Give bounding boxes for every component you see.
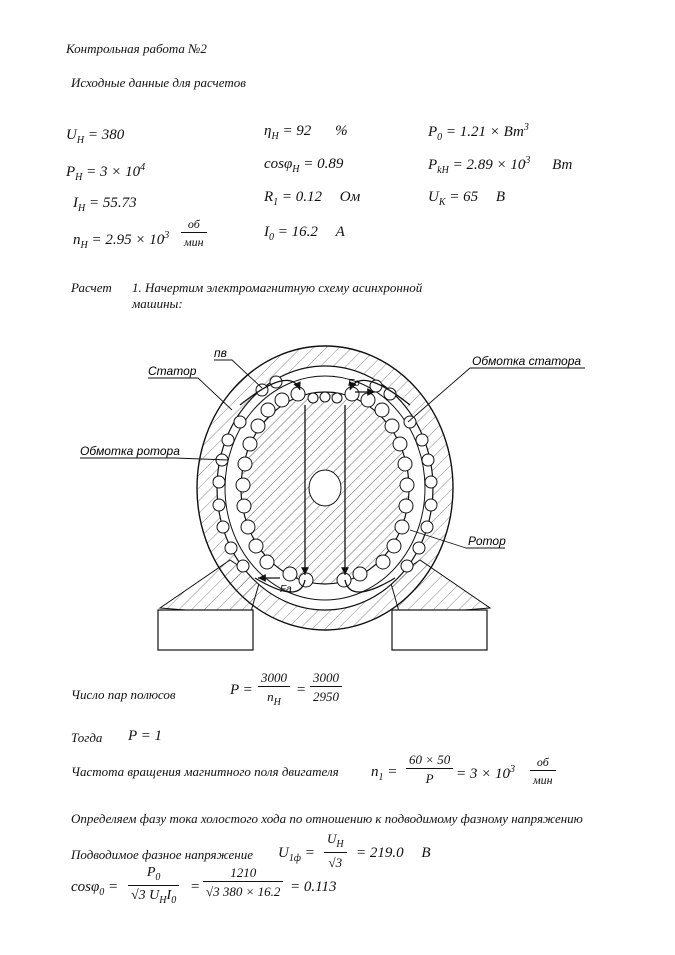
cos0-eq2: =	[190, 879, 201, 895]
label-rotor: Ротор	[468, 534, 506, 548]
pole-pairs-lhs: P =	[230, 682, 253, 698]
label-fa-bottom: Fа	[280, 584, 292, 595]
right-base	[392, 610, 487, 650]
label-stator: Статор	[148, 364, 197, 378]
given-I_H: $I_H = 55.73$	[73, 195, 137, 214]
given-I_0: $I_0 = 16.2$ А	[264, 224, 345, 243]
calc-step1-line2: машины:	[132, 296, 183, 311]
phase-voltage-frac: $\frac{U_H}{√3}$	[324, 832, 347, 869]
phase-voltage-label: Подводимое фазное напряжение	[71, 847, 253, 862]
given-P_kH: $P_{kH} = 2.89 \times 10^3$ Вт	[428, 155, 573, 176]
given-R_1: $R_1 = 0.12$ Ом	[264, 189, 361, 208]
given-n_H: $n_H = 2.95 \times 10^3$	[73, 230, 170, 251]
pole-pairs-eq: =	[296, 682, 307, 698]
pole-pairs-label: Число пар полюсов	[71, 687, 176, 702]
label-stator-winding: Обмотка статора	[472, 354, 582, 368]
phase-voltage-lhs: $U_{1ф}$ =	[278, 845, 315, 864]
shaft	[309, 470, 341, 506]
cos0-frac2: $\frac{1210}{√3 380 \times 16.2}$	[203, 866, 283, 898]
calc-label: Расчет	[71, 280, 112, 295]
field-speed-unit: об мин	[530, 756, 556, 786]
then-label: Тогда	[71, 730, 103, 745]
field-speed-frac: $\frac{60 \times 50}{P}$	[406, 753, 453, 785]
given-P_H: $P_H = 3 \times 10^4$	[66, 162, 146, 183]
pole-pairs-frac1: $\frac{3000}{n_H}$	[258, 671, 290, 708]
cos0-frac1: $P_0$ √3 $U_HI_0$	[128, 866, 179, 906]
section-subtitle: Исходные данные для расчетов	[71, 75, 246, 90]
calc-step1-line1: 1. Начертим электромагнитную схему асинхронной	[132, 280, 423, 295]
left-base	[158, 610, 253, 650]
pole-pairs-frac2: $\frac{3000}{2950}$	[310, 671, 342, 703]
label-pv: пв	[214, 346, 227, 360]
then-expr: P = 1	[128, 728, 163, 744]
given-eta_H: $\eta_H = 92$ %	[264, 123, 348, 142]
given-P_0: $P_0 = 1.21 \times Вт^3$	[428, 122, 529, 143]
cos0-result: = 0.113	[290, 879, 337, 895]
phase-voltage-result: = 219.0 В	[356, 845, 431, 861]
label-fo-top: Fо	[348, 378, 360, 389]
given-U_K: $U_K = 65$ В	[428, 189, 506, 208]
phase-note: Определяем фазу тока холостого хода по отношению к подводимому фазному напряжению	[71, 811, 583, 826]
given-n_H-unit: об мин	[181, 218, 207, 248]
field-speed-label: Частота вращения магнитного поля двигателя	[71, 764, 339, 779]
cos0-lhs: cosφ$_0$ =	[71, 879, 119, 898]
field-speed-result: = $3 \times 10^3$	[456, 764, 515, 782]
document-title: Контрольная работа №2	[66, 41, 207, 56]
given-U_H: $U_H = 380$	[66, 127, 125, 146]
label-rotor-winding: Обмотка ротора	[80, 444, 180, 458]
machine-diagram	[0, 330, 675, 660]
field-speed-lhs: $n_1$ =	[371, 764, 398, 783]
given-cos_H: cosφ$_H$ = 0.89	[264, 156, 344, 175]
